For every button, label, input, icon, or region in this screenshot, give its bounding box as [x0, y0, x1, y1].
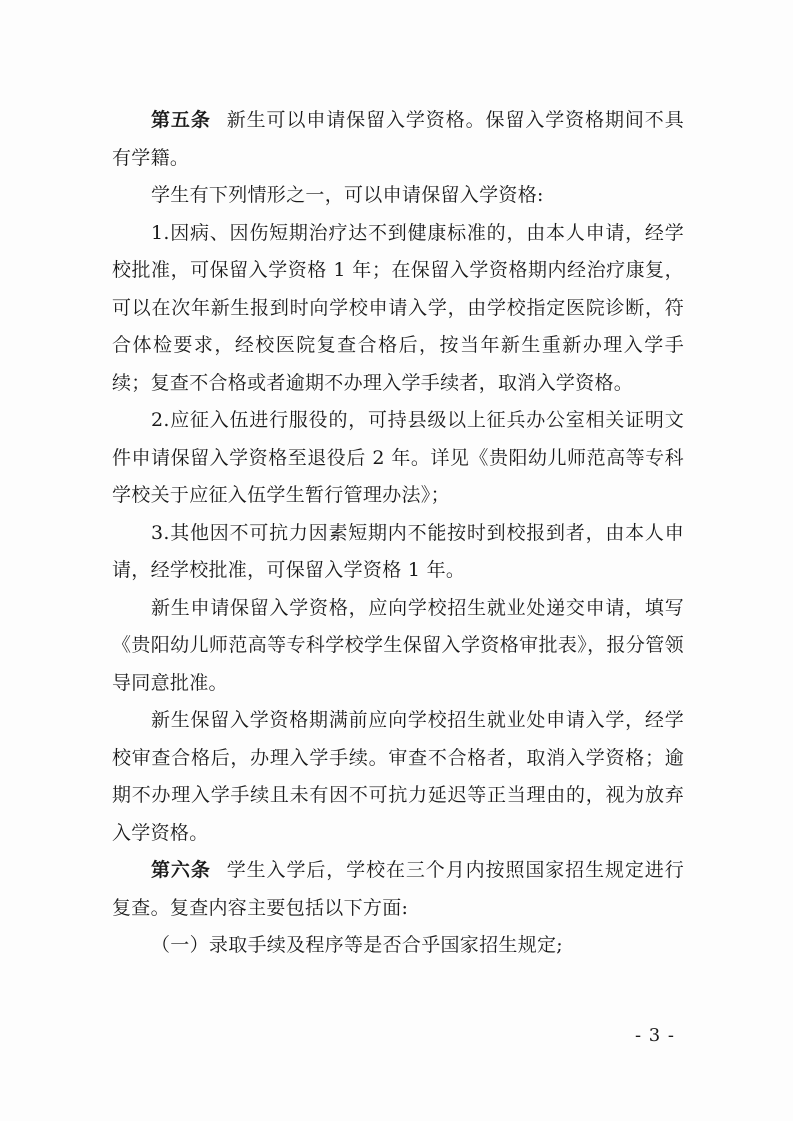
- article-6-text: 学生入学后，学校在三个月内按照国家招生规定进行复查。复查内容主要包括以下方面:: [112, 859, 685, 919]
- application-paragraph: 新生申请保留入学资格，应向学校招生就业处递交申请，填写《贵阳幼儿师范高等专科学校学生保留入学资格审批表》，报分管领导同意批准。: [112, 596, 684, 694]
- article-5-paragraph: [112, 102, 684, 177]
- expiry-paragraph: 新生保留入学资格期满前应向学校招生就业处申请入学，经学校审查合格后，办理入学手续。审查不合格者，取消入学资格；逾期不办理入学手续且未有因不可抗力延迟等正当理由的，视为放弃入学资格。: [112, 709, 684, 844]
- item-2-paragraph: 2.应征入伍进行服役的，可持县级以上征兵办公室相关证明文件申请保留入学资格至退役后 2 年。详见《贵阳幼儿师范高等专科学校关于应征入伍学生暂行管理办法》；: [112, 409, 684, 506]
- page-number: - 3 -: [634, 1025, 675, 1046]
- article-6-paragraph: [112, 852, 684, 927]
- review-item-1-paragraph: （一）录取手续及程序等是否合乎国家招生规定;: [151, 934, 564, 956]
- article-5-heading: 第五条: [151, 109, 211, 131]
- article-5-text: 新生可以申请保留入学资格。保留入学资格期间不具有学籍。: [112, 109, 685, 169]
- document-body: [112, 102, 684, 965]
- article-6-heading: 第六条: [151, 859, 211, 881]
- item-1-paragraph: 1.因病、因伤短期治疗达不到健康标准的，由本人申请，经学校批准，可保留入学资格 1 年；在保留入学资格期内经治疗康复，可以在次年新生报到时向学校申请入学，由学校指定医院诊断，符合体检要求，经校医院复查合格后，按当年新生重新办理入学手续；复查不合格或者逾期不办理入学手续者，取消入学资格。: [112, 221, 684, 394]
- item-3-paragraph: 3.其他因不可抗力因素短期内不能按时到校报到者，由本人申请，经学校批准，可保留入学资格 1 年。: [112, 521, 684, 581]
- situations-intro-paragraph: 学生有下列情形之一，可以申请保留入学资格:: [151, 184, 544, 206]
